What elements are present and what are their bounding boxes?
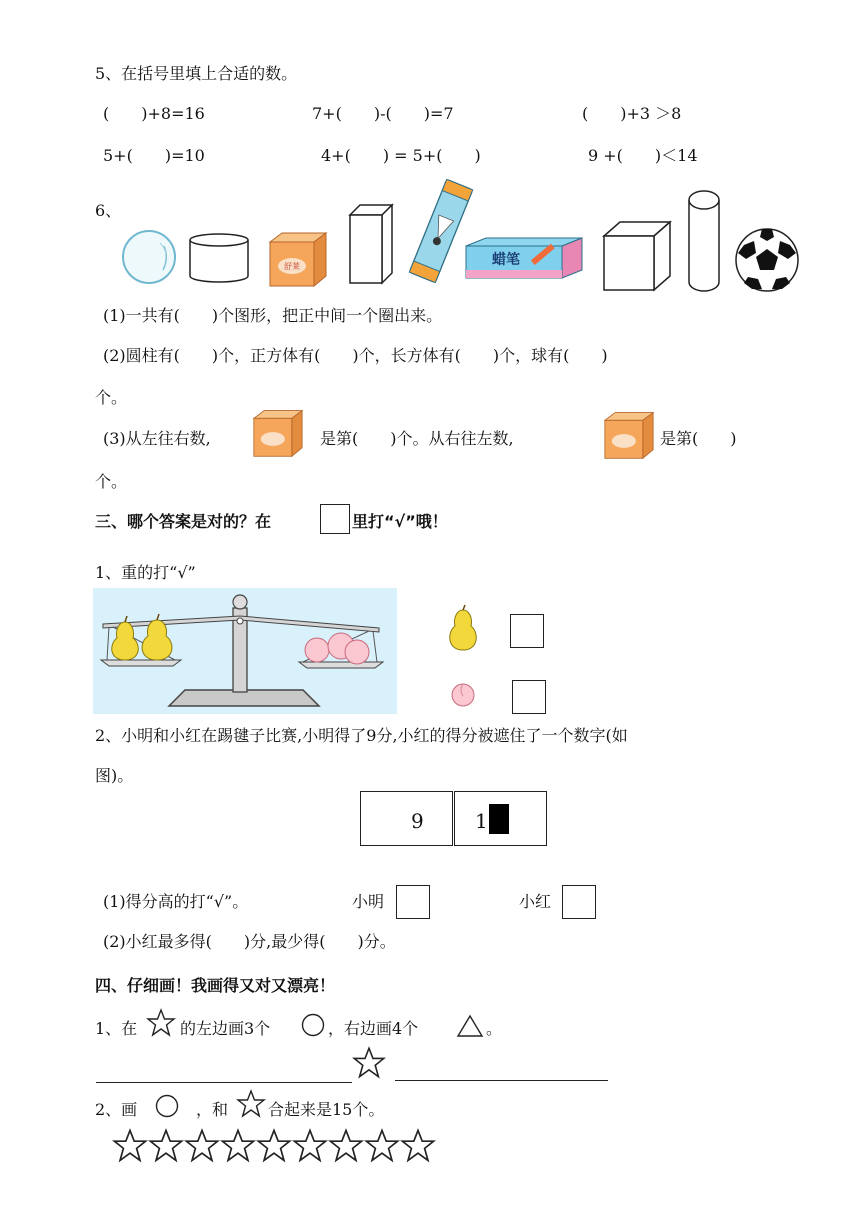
score-box-xiaohong xyxy=(454,791,547,846)
box-icon xyxy=(268,230,328,288)
pear-icon xyxy=(445,604,481,652)
q5-title: 5、在括号里填上合适的数。 xyxy=(95,64,298,83)
row-star-icon xyxy=(364,1128,400,1164)
star-icon xyxy=(146,1008,176,1038)
q6-line3d: 个。 xyxy=(95,472,128,491)
s4-p1-b: 的左边画3个 xyxy=(180,1019,271,1038)
tall-cuboid-icon xyxy=(348,203,394,285)
s3-q1-xiaohong-label: 小红 xyxy=(519,892,552,911)
peach-icon xyxy=(449,680,477,708)
score-box-xiaoming xyxy=(360,791,453,846)
section3-title-a: 三、哪个答案是对的？在 xyxy=(95,512,272,531)
q6-line3-b: 是第( )个。从右往左数, xyxy=(320,429,514,448)
row-star-icon xyxy=(328,1128,364,1164)
cylinder-icon xyxy=(188,232,250,284)
s4-p1-d: 。 xyxy=(486,1019,503,1038)
q6-line3-c: 是第( ) xyxy=(660,429,737,448)
s3-q1-xiaoming-label: 小明 xyxy=(352,892,385,911)
q5-eq-2: 7+( )-( )=7 xyxy=(312,104,454,123)
triangle-icon xyxy=(456,1014,484,1038)
q6-line2: (2)圆柱有( )个，正方体有( )个，长方体有( )个，球有( ) xyxy=(103,346,608,365)
xiaohong-checkbox[interactable] xyxy=(562,885,596,919)
checkbox-example xyxy=(320,504,350,534)
row-star-icon xyxy=(112,1128,148,1164)
s3-p2-line2: 图)。 xyxy=(95,766,134,785)
s4-p2-c: 合起来是15个。 xyxy=(268,1100,385,1119)
q6-line2b: 个。 xyxy=(95,388,128,407)
row-star-icon xyxy=(220,1128,256,1164)
xiaoming-checkbox[interactable] xyxy=(396,885,430,919)
s3-p2-line1: 2、小明和小红在踢毽子比赛,小明得了9分,小红的得分被遮住了一个数字(如 xyxy=(95,726,628,745)
q5-eq-3: ( )+3 ＞8 xyxy=(582,104,682,123)
peach-checkbox[interactable] xyxy=(512,680,546,714)
crayon-box-icon xyxy=(462,236,584,280)
s3-q1: (1)得分高的打“√”。 xyxy=(103,892,249,911)
left-answer-line[interactable] xyxy=(96,1082,352,1083)
right-answer-line[interactable] xyxy=(395,1080,608,1081)
q5-eq-6: 9 +( )＜14 xyxy=(588,146,698,165)
row-star-icon xyxy=(400,1128,436,1164)
s3-p1: 1、重的打“√” xyxy=(95,563,196,582)
center-star-icon xyxy=(352,1046,386,1080)
q5-eq-5: 4+( ) = 5+( ) xyxy=(321,146,481,165)
star-icon-2 xyxy=(236,1089,266,1119)
section4-title: 四、仔细画！我画得又对又漂亮！ xyxy=(95,976,336,995)
s4-p1-c: ，右边画4个 xyxy=(328,1019,419,1038)
row-star-icon xyxy=(292,1128,328,1164)
score-xiaoming: 9 xyxy=(411,809,424,833)
q5-eq-1: ( )+8=16 xyxy=(103,104,205,123)
star-row xyxy=(112,1128,442,1164)
s4-p1-a: 1、在 xyxy=(95,1019,138,1038)
tall-cylinder-icon xyxy=(687,188,721,294)
row-star-icon xyxy=(256,1128,292,1164)
cube-icon xyxy=(602,220,672,292)
box-icon-left xyxy=(252,408,304,458)
row-star-icon xyxy=(148,1128,184,1164)
row-star-icon xyxy=(184,1128,220,1164)
q5-eq-4: 5+( )=10 xyxy=(103,146,205,165)
box-icon-right xyxy=(603,410,655,460)
circle-icon-2 xyxy=(154,1093,180,1119)
crayon-label: 蜡笔 xyxy=(492,252,520,268)
q6-line1: (1)一共有( )个图形，把正中间一个圈出来。 xyxy=(103,306,443,325)
ball-icon xyxy=(120,228,178,286)
circle-icon xyxy=(300,1012,326,1038)
score-xiaohong: 1 xyxy=(475,809,488,833)
soccer-ball-icon xyxy=(734,227,800,293)
box-label: 舒莱 xyxy=(284,262,300,271)
s4-p2-b: ，和 xyxy=(196,1100,229,1119)
s3-q2: (2)小红最多得( )分,最少得( )分。 xyxy=(103,932,396,951)
section3-title-b: 里打“√”哦！ xyxy=(352,512,448,531)
balance-scale-image xyxy=(93,588,397,714)
s4-p2-a: 2、画 xyxy=(95,1100,138,1119)
q6-line3-a: (3)从左往右数, xyxy=(103,429,211,448)
pear-checkbox[interactable] xyxy=(510,614,544,648)
q6-label: 6、 xyxy=(95,201,122,220)
hidden-digit-block xyxy=(489,804,509,834)
